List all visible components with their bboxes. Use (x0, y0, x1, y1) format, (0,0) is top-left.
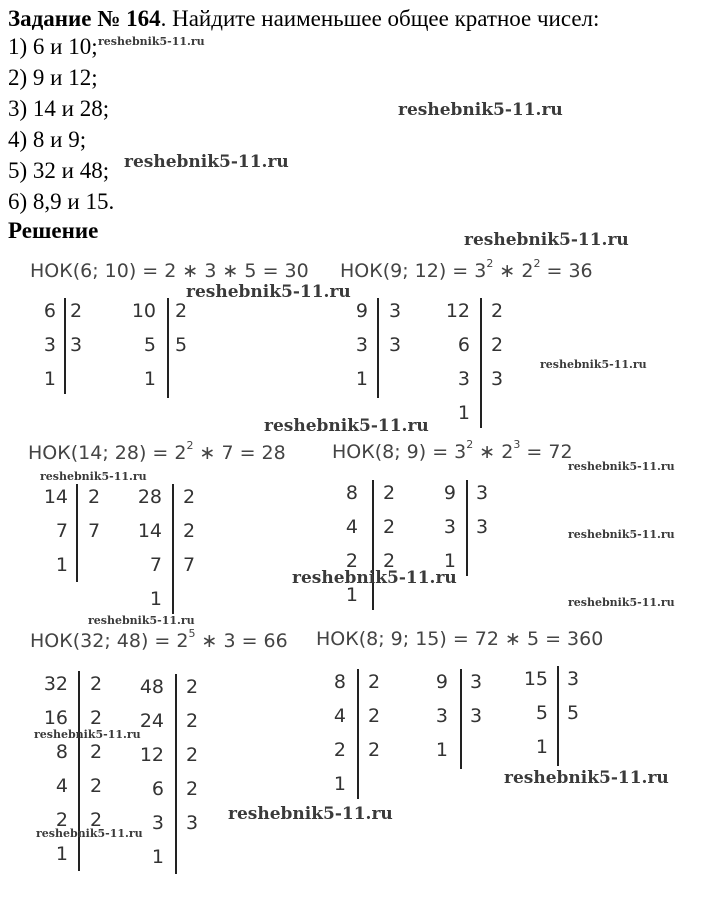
formula-lcm-8-9-15: НОК(8; 9; 15) = 72 ∗ 5 = 360 (316, 628, 604, 650)
factor-table-48-right (186, 670, 208, 840)
factor-divisor: 2 (90, 775, 103, 797)
factor-quotient: 32 (43, 673, 68, 695)
factor-quotient: 1 (43, 368, 56, 390)
factor-quotient: 1 (143, 368, 156, 390)
factor-table-12-right (491, 294, 513, 396)
solution-heading: Решение (8, 218, 99, 243)
factor-quotient: 1 (535, 736, 548, 758)
factor-divisor: 2 (183, 486, 196, 508)
factor-divisor: 5 (175, 334, 188, 356)
factor-divisor: 2 (183, 520, 196, 542)
factor-quotient: 2 (345, 550, 358, 572)
factor-quotient: 4 (333, 705, 346, 727)
watermark: reshebnik5-11.ru (464, 230, 629, 250)
factor-quotient: 15 (523, 668, 548, 690)
task-item-5: 5) 32 и 48; (8, 158, 110, 183)
factor-table-9c-divider (460, 669, 462, 769)
factor-table-9-left (340, 294, 368, 396)
factor-table-6-divider (64, 298, 66, 394)
factor-quotient: 16 (43, 707, 68, 729)
factor-divisor: 2 (383, 550, 396, 572)
factor-divisor: 2 (491, 300, 504, 322)
factor-divisor: 2 (90, 809, 103, 831)
factor-quotient: 6 (457, 334, 470, 356)
factor-divisor: 2 (186, 710, 199, 732)
factor-quotient: 8 (55, 741, 68, 763)
task-item-4: 4) 8 и 9; (8, 127, 87, 152)
factor-divisor: 2 (368, 671, 381, 693)
factor-table-10-left (120, 294, 156, 396)
factor-quotient: 1 (55, 843, 68, 865)
formula-lcm-9-12: НОК(9; $12) = 3^2$ ∗ $2^2 = 36$ (340, 257, 593, 282)
factor-divisor: 2 (186, 744, 199, 766)
task-item-3: 3) 14 и 28; (8, 96, 110, 121)
factor-table-14-divider (76, 484, 78, 582)
watermark: reshebnik5-11.ru (540, 358, 647, 371)
factor-quotient: 10 (131, 300, 156, 322)
factor-table-9b-right (476, 476, 498, 544)
factor-quotient: 1 (435, 739, 448, 761)
factor-quotient: 4 (55, 775, 68, 797)
watermark: reshebnik5-11.ru (36, 827, 143, 840)
factor-table-8-divider (372, 480, 374, 610)
factor-divisor: 2 (70, 300, 83, 322)
factor-table-9c-right (470, 665, 492, 733)
watermark: reshebnik5-11.ru (124, 152, 289, 172)
factor-table-10-right (175, 294, 197, 362)
factor-quotient: 3 (355, 334, 368, 356)
factor-quotient: 6 (151, 778, 164, 800)
factor-table-15-left (512, 662, 548, 764)
factor-table-6-left (30, 294, 56, 396)
watermark: reshebnik5-11.ru (40, 470, 147, 483)
factor-quotient: 12 (445, 300, 470, 322)
factor-divisor: 3 (389, 334, 402, 356)
factor-table-12-divider (480, 298, 482, 428)
factor-table-15-right (567, 662, 589, 730)
formula-lcm-14-28: НОК(14; $28) = 2^2$ ∗ 7 = 28 (28, 439, 286, 464)
watermark: reshebnik5-11.ru (568, 596, 675, 609)
factor-quotient: 1 (345, 584, 358, 606)
factor-divisor: 2 (383, 482, 396, 504)
factor-table-6-right (70, 294, 92, 362)
factor-table-48-divider (175, 674, 177, 874)
factor-table-48-left (124, 670, 164, 874)
factor-divisor: 2 (90, 741, 103, 763)
factor-table-12-left (432, 294, 470, 430)
task-text: . Найдите наименьшее общее кратное чисел: (160, 6, 600, 31)
factor-divisor: 7 (88, 520, 101, 542)
watermark: reshebnik5-11.ru (292, 568, 457, 588)
factor-quotient: 2 (55, 809, 68, 831)
watermark: reshebnik5-11.ru (568, 460, 675, 473)
factor-quotient: 1 (149, 588, 162, 610)
factor-table-28-left (122, 480, 162, 616)
watermark: reshebnik5-11.ru (228, 804, 393, 824)
factor-table-8-left (330, 476, 358, 612)
factor-quotient: 9 (355, 300, 368, 322)
factor-quotient: 9 (443, 482, 456, 504)
factor-table-8-right (383, 476, 405, 578)
formula-lcm-8-9: НОК(8; $9) = 3^2$ ∗ $2^3 = 72$ (332, 438, 573, 463)
factor-quotient: 7 (55, 520, 68, 542)
factor-table-28-divider (172, 484, 174, 614)
factor-quotient: 3 (43, 334, 56, 356)
factor-divisor: 2 (368, 739, 381, 761)
factor-quotient: 5 (535, 702, 548, 724)
task-item-6: 6) 8,9 и 15. (8, 189, 115, 214)
factor-divisor: 2 (491, 334, 504, 356)
factor-table-8b-right (368, 665, 390, 767)
factor-divisor: 2 (383, 516, 396, 538)
factor-divisor: 2 (175, 300, 188, 322)
factor-quotient: 3 (151, 812, 164, 834)
factor-quotient: 1 (151, 846, 164, 868)
factor-divisor: 3 (470, 671, 483, 693)
factor-divisor: 2 (88, 486, 101, 508)
factor-table-15-divider (557, 666, 559, 766)
factor-quotient: 1 (355, 368, 368, 390)
factor-table-9b-left (428, 476, 456, 578)
factor-divisor: 3 (186, 812, 199, 834)
factor-divisor: 3 (70, 334, 83, 356)
factor-divisor: 2 (368, 705, 381, 727)
task-title (8, 6, 599, 32)
factor-quotient: 1 (333, 773, 346, 795)
factor-quotient: 3 (435, 705, 448, 727)
factor-table-14-left (30, 480, 68, 582)
factor-divisor: 2 (90, 707, 103, 729)
factor-quotient: 5 (143, 334, 156, 356)
factor-quotient: 12 (139, 744, 164, 766)
factor-divisor: 3 (567, 668, 580, 690)
factor-table-32-left (30, 667, 68, 871)
factor-table-8b-divider (357, 669, 359, 799)
watermark: reshebnik5-11.ru (504, 768, 669, 788)
factor-divisor: 3 (491, 368, 504, 390)
factor-quotient: 2 (333, 739, 346, 761)
factor-table-9-right (389, 294, 411, 362)
factor-quotient: 1 (457, 402, 470, 424)
factor-divisor: 2 (90, 673, 103, 695)
factor-table-14-right (88, 480, 110, 548)
factor-divisor: 3 (470, 705, 483, 727)
factor-divisor: 3 (476, 482, 489, 504)
factor-divisor: 2 (186, 778, 199, 800)
factor-table-28-right (183, 480, 205, 582)
task-item-1: 1) 6 и 10; (8, 34, 98, 59)
factor-quotient: 6 (43, 300, 56, 322)
factor-quotient: 48 (139, 676, 164, 698)
factor-quotient: 14 (137, 520, 162, 542)
factor-divisor: 2 (186, 676, 199, 698)
factor-table-9c-left (420, 665, 448, 767)
factor-quotient: 8 (333, 671, 346, 693)
factor-table-9b-divider (466, 480, 468, 576)
watermark: reshebnik5-11.ru (398, 100, 563, 120)
factor-quotient: 14 (43, 486, 68, 508)
watermark: reshebnik5-11.ru (88, 614, 195, 627)
factor-quotient: 1 (55, 554, 68, 576)
task-label: Задание № 164 (8, 6, 161, 31)
watermark: reshebnik5-11.ru (98, 35, 205, 48)
factor-table-32-divider (78, 671, 80, 871)
task-item-2: 2) 9 и 12; (8, 65, 98, 90)
factor-quotient: 24 (139, 710, 164, 732)
factor-table-9-divider (377, 298, 379, 398)
factor-divisor: 3 (389, 300, 402, 322)
factor-divisor: 7 (183, 554, 196, 576)
watermark: reshebnik5-11.ru (186, 282, 351, 302)
factor-table-10-divider (167, 298, 169, 398)
factor-quotient: 8 (345, 482, 358, 504)
formula-lcm-6-10: НОК(6; 10) = 2 ∗ 3 ∗ 5 = 30 (30, 260, 309, 282)
factor-quotient: 1 (443, 550, 456, 572)
factor-quotient: 3 (457, 368, 470, 390)
factor-table-32-right (90, 667, 112, 837)
factor-quotient: 9 (435, 671, 448, 693)
formula-lcm-32-48: НОК(32; $48) = 2^5$ ∗ 3 = 66 (30, 627, 288, 652)
watermark: reshebnik5-11.ru (264, 416, 429, 436)
factor-divisor: 5 (567, 702, 580, 724)
factor-quotient: 28 (137, 486, 162, 508)
factor-quotient: 4 (345, 516, 358, 538)
watermark: reshebnik5-11.ru (568, 528, 675, 541)
factor-quotient: 7 (149, 554, 162, 576)
factor-divisor: 3 (476, 516, 489, 538)
factor-quotient: 3 (443, 516, 456, 538)
watermark: reshebnik5-11.ru (34, 728, 141, 741)
factor-table-8b-left (318, 665, 346, 801)
